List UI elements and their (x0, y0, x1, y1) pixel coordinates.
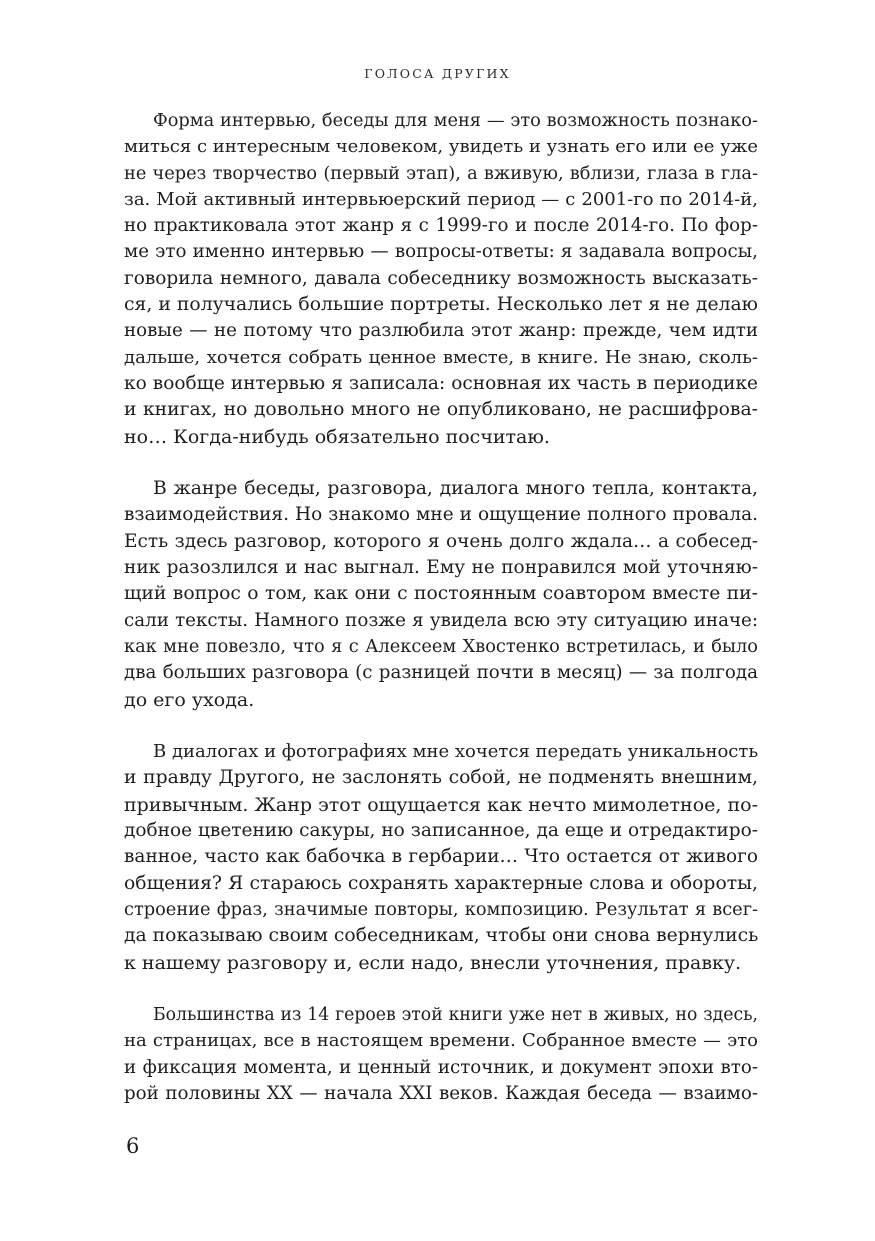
text-line: но… Когда-нибудь обязательно посчитаю. (124, 425, 550, 448)
text-line: да показываю своим собеседникам, чтобы они снова вернулись (124, 925, 758, 947)
text-line: Большинства из 14 героев этой книги уже нет в живых, но здесь, (153, 1005, 758, 1026)
text-line: общения? Я стараюсь сохранять характерные слова и обороты, (124, 872, 758, 894)
text-line: ме это именно интервью — вопросы-ответы: я задавала вопросы, (124, 241, 758, 263)
text-line: к нашему разговору и, если надо, внесли уточнения, правку. (124, 951, 742, 974)
text-line: ся, и получались большие портреты. Несколько лет я не делаю (124, 294, 758, 316)
text-line: новые — не потому что разлюбила этот жанр: прежде, чем идти (124, 320, 758, 342)
paragraph (124, 108, 758, 450)
text-line: ко вообще интервью я записала: основная их часть в периодике (124, 372, 758, 394)
text-line: щий вопрос о том, как они с постоянным соавтором вместе пи- (124, 583, 758, 605)
running-head: ГОЛОСА ДРУГИХ (364, 66, 511, 81)
text-line: привычным. Жанр этот ощущается как нечто мимолетное, по- (124, 793, 758, 816)
text-line: сали тексты. Намного позже я увидела всю эту ситуацию иначе: (124, 609, 758, 631)
paragraph (124, 476, 758, 713)
text-line: строение фраз, значимые повторы, композицию. Результат я всег- (124, 899, 758, 920)
text-line: говорила немного, давала собеседнику возможность высказать- (124, 267, 758, 289)
text-line: ник разозлился и нас выгнал. Ему не понравился мой уточняю- (124, 557, 758, 579)
text-line: но практиковала этот жанр я с 1999-го и после 2014-го. По фор- (124, 215, 758, 237)
text-line: и книгах, но довольно много не опубликовано, не расшифрова- (124, 399, 758, 421)
text-line: дальше, хочется собрать ценное вместе, в книге. Не знаю, сколь- (124, 346, 758, 368)
text-line: и правду Другого, не заслонять собой, не подменять внешним, (124, 767, 758, 789)
text-line: добное цветению сакуры, но записанное, да еще и отредактиро- (124, 820, 758, 842)
text-line: как мне повезло, что я с Алексеем Хвостенко встретилась, и было (124, 636, 758, 657)
text-line: ванное, часто как бабочка в гербарии… Что остается от живого (124, 846, 758, 868)
text-line: В диалогах и фотографиях мне хочется передать уникальность (153, 741, 758, 763)
text-line: не через творчество (первый этап), а вживую, вблизи, глаза в гла- (124, 163, 758, 184)
text-line: рой половины XX — начала XXI веков. Каждая беседа — взаимо- (124, 1082, 758, 1104)
paragraph (124, 1002, 758, 1107)
body-text (124, 108, 758, 1134)
text-line: на страницах, все в настоящем времени. Собранное вместе — это (124, 1030, 758, 1052)
text-line: Форма интервью, беседы для меня — это возможность познако- (153, 111, 758, 131)
text-line: миться с интересным человеком, увидеть и узнать его или ее уже (124, 136, 758, 158)
text-line: за. Мой активный интервьюерский период — с 2001-го по 2014-й, (124, 188, 758, 210)
paragraph (124, 739, 758, 976)
text-line: Есть здесь разговор, которого я очень долго ждала… а собесед- (124, 530, 758, 552)
text-line: В жанре беседы, разговора, диалога много тепла, контакта, (153, 478, 758, 500)
text-line: и фиксация момента, и ценный источник, и документ эпохи вто- (124, 1056, 758, 1078)
text-line: взаимодействия. Но знакомо мне и ощущение полного провала. (124, 504, 758, 526)
page-number: 6 (126, 1134, 140, 1158)
text-line: до его ухода. (124, 688, 255, 711)
text-line: два больших разговора (с разницей почти в месяц) — за полгода (124, 662, 758, 684)
